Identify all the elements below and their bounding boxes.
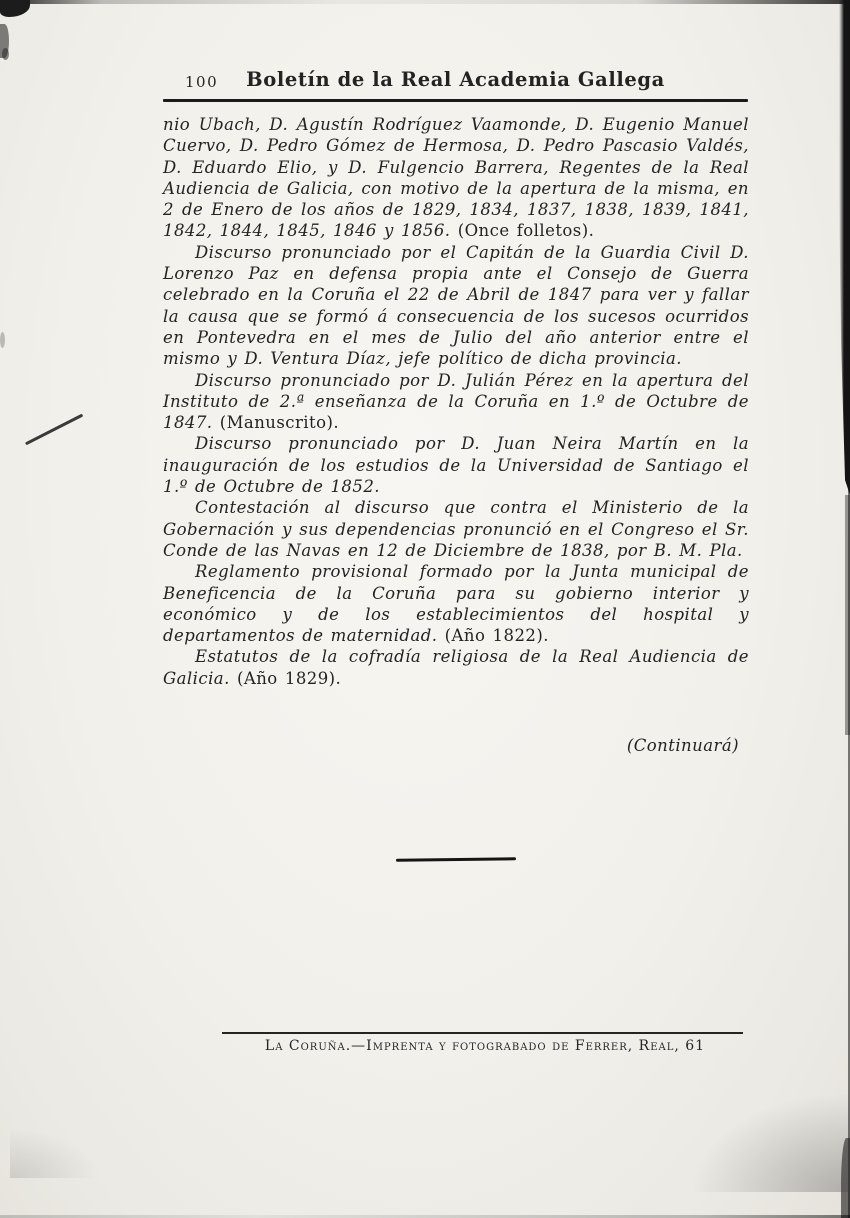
paragraph (163, 114, 749, 242)
continuation-note: (Continuará) (626, 736, 739, 756)
page-number: 100 (185, 73, 219, 91)
scan-artifact-top-edge (0, 0, 850, 4)
paragraph (163, 433, 749, 497)
paragraph-segment-italic: Discurso pronunciado por D. Julián Pérez en la apertura del Instituto de 2.ª enseñanza de la Coruña en 1.º de Octubre de 1847. (163, 370, 749, 433)
paragraph-segment-roman: (Año 1829). (236, 668, 342, 688)
scan-artifact-right-bottom (841, 1138, 850, 1218)
paragraph-segment-italic: Reglamento provisional formado por la Junta municipal de Beneficencia de la Coruña para su gobierno interior y económico y de los establecimientos del hospital y departamentos de maternidad. (163, 562, 749, 646)
paragraph-segment-roman: (Once folletos). (457, 221, 595, 241)
footer-rule (222, 1032, 743, 1034)
scan-artifact-diagonal-stroke (25, 414, 83, 445)
scan-artifact-speck (0, 332, 5, 348)
paragraph (163, 561, 749, 646)
paragraph (163, 370, 749, 434)
scan-artifact-right-strip (839, 0, 850, 495)
scan-artifact-top-left-corner (0, 0, 30, 17)
header-rule (163, 99, 748, 102)
paragraph (163, 497, 749, 561)
scan-artifact-bottom-left-smudge (10, 1128, 100, 1178)
scan-artifact-speck (2, 48, 9, 60)
paragraph (163, 242, 749, 370)
paragraph-segment-italic: Discurso pronunciado por el Capitán de la Guardia Civil D. Lorenzo Paz en defensa propia ante el Consejo de Guerra celebrado en la Coruña el 22 de Abril de 1847 para ver y fallar la causa que se formó á consecuencia de los sucesos ocurridos en Pontevedra en el mes de Julio del año anterior entre el mismo y D. Ventura Díaz, jefe político de dicha provincia. (163, 242, 749, 369)
scan-artifact-bottom-right-smudge (690, 1092, 850, 1192)
footer-imprint: La Coruña.—Imprenta y fotograbado de Ferrer, Real, 61 (264, 1038, 706, 1054)
paragraph (163, 646, 749, 689)
paragraph-segment-italic: Discurso pronunciado por D. Juan Neira Martín en la inauguración de los estudios de la Universidad de Santiago el 1.º de Octubre de 1852. (163, 434, 749, 497)
page-header (163, 68, 748, 91)
paragraph-segment-italic: nio Ubach, D. Agustín Rodríguez Vaamonde, D. Eugenio Manuel Cuervo, D. Pedro Gómez de Hermosa, D. Pedro Pascasio Valdés, D. Eduardo Elio, y D. Fulgencio Barrera, Regentes de la Real Audiencia de Galicia, con motivo de la apertura de la misma, en 2 de Enero de los años de 1829, 1834, 1837, 1838, 1839, 1841, 1842, 1844, 1845, 1846 y 1856. (163, 115, 749, 241)
section-divider (396, 857, 516, 861)
paragraph-segment-italic: Estatutos de la cofradía religiosa de la Real Audiencia de Galicia. (163, 647, 749, 688)
paragraphs (163, 114, 749, 689)
paragraph-segment-roman: (Año 1822). (444, 626, 549, 646)
body-text (163, 114, 749, 756)
paragraph-segment-italic: Contestación al discurso que contra el Ministerio de la Gobernación y sus dependencias pronunció en el Congreso el Sr. Conde de las Navas en 12 de Diciembre de 1838, por B. M. Pla. (163, 498, 749, 560)
scan-artifact-right-strip-mid (845, 495, 850, 735)
paragraph-segment-roman: (Manuscrito). (219, 413, 340, 433)
header-title: Boletín de la Real Academia Gallega (246, 68, 665, 91)
scan-artifact-left-blob (0, 24, 9, 58)
